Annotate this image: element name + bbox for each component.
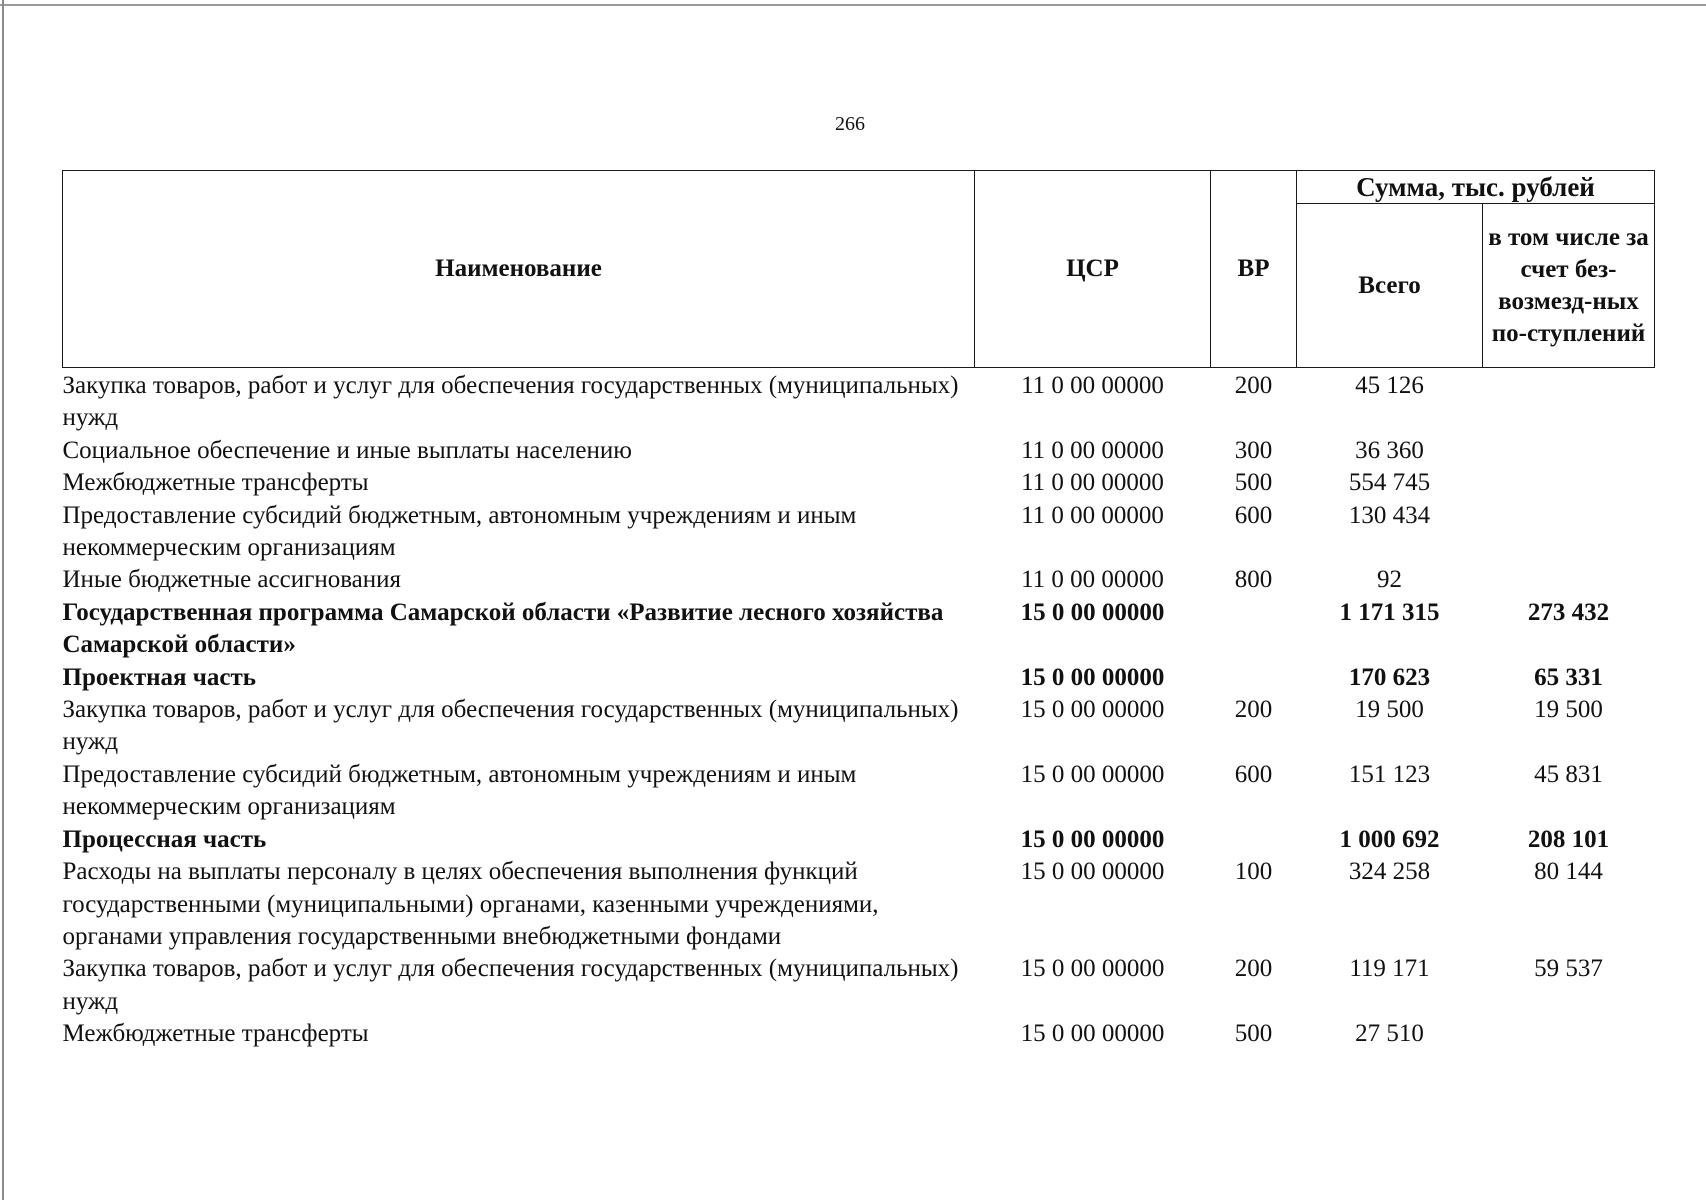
row-vr: 200 xyxy=(1234,372,1273,399)
row-csr: 15 0 00 00000 xyxy=(1020,760,1165,788)
table-row xyxy=(63,662,1655,694)
row-total: 130 434 xyxy=(1348,501,1431,529)
row-csr: 11 0 00 00000 xyxy=(1021,501,1164,529)
header-csr: ЦСР xyxy=(975,171,1211,368)
row-csr: 11 0 00 00000 xyxy=(1021,436,1164,464)
row-vr xyxy=(1211,597,1297,662)
row-name: Закупка товаров, работ и услуг для обеспечения государственных (муниципальных) нужд xyxy=(62,955,959,1015)
row-name: Предоставление субсидий бюджетным, автономным учреждениям и иным некоммерческим организациям xyxy=(62,760,857,821)
row-csr: 11 0 00 00000 xyxy=(1021,469,1164,497)
row-name: Социальное обеспечение и иные выплаты населению xyxy=(62,436,632,464)
row-total: 324 258 xyxy=(1348,858,1431,886)
table-row xyxy=(63,1018,1655,1050)
row-name: Расходы на выплаты персоналу в целях обеспечения выполнения функций государственными (муниципальными) органами, казенными учреждениями, органами управления государственными внебюджетными фондами xyxy=(62,858,879,950)
row-vr: 600 xyxy=(1234,501,1273,529)
header-vr: ВР xyxy=(1211,171,1297,368)
row-name: Государственная программа Самарской области «Развитие лесного хозяйства Самарской области» xyxy=(62,598,944,659)
row-incl xyxy=(1483,1018,1655,1050)
row-csr: 15 0 00 00000 xyxy=(1020,825,1165,853)
scan-edge-left xyxy=(2,0,4,1200)
row-incl xyxy=(1483,467,1655,499)
row-name: Иные бюджетные ассигнования xyxy=(62,566,402,594)
table-body xyxy=(63,368,1655,1051)
row-name: Закупка товаров, работ и услуг для обеспечения государственных (муниципальных) нужд xyxy=(62,372,959,432)
table-row xyxy=(63,953,1655,1018)
row-vr: 100 xyxy=(1234,858,1273,886)
row-total: 36 360 xyxy=(1355,436,1424,464)
row-csr: 15 0 00 00000 xyxy=(1020,696,1165,724)
row-vr xyxy=(1211,662,1297,694)
row-name: Процессная часть xyxy=(62,825,267,853)
header-sum: Сумма, тыс. рублей xyxy=(1297,171,1655,204)
row-incl xyxy=(1483,500,1655,565)
table-row xyxy=(63,597,1655,662)
row-vr: 500 xyxy=(1234,1020,1273,1048)
page-number: 266 xyxy=(835,113,865,135)
row-incl: 273 432 xyxy=(1527,598,1610,626)
row-incl: 59 537 xyxy=(1534,955,1603,983)
row-name: Проектная часть xyxy=(62,663,257,691)
row-name: Межбюджетные трансферты xyxy=(62,1020,369,1048)
scan-edge-top xyxy=(0,4,1706,6)
row-incl xyxy=(1483,435,1655,467)
row-name: Межбюджетные трансферты xyxy=(62,469,369,497)
row-incl: 208 101 xyxy=(1527,825,1610,853)
table-row xyxy=(63,856,1655,953)
row-name: Предоставление субсидий бюджетным, автономным учреждениям и иным некоммерческим организациям xyxy=(62,501,857,562)
row-total: 27 510 xyxy=(1355,1020,1424,1048)
row-vr: 800 xyxy=(1234,566,1273,594)
row-csr: 15 0 00 00000 xyxy=(1020,1020,1165,1048)
row-total: 554 745 xyxy=(1348,469,1431,497)
row-total: 92 xyxy=(1377,566,1402,594)
row-total: 151 123 xyxy=(1348,760,1431,788)
row-vr: 500 xyxy=(1234,469,1273,497)
budget-table xyxy=(62,170,1655,1051)
row-csr: 15 0 00 00000 xyxy=(1020,955,1165,983)
row-incl xyxy=(1483,564,1655,596)
row-vr xyxy=(1211,824,1297,856)
table-row xyxy=(63,500,1655,565)
row-name: Закупка товаров, работ и услуг для обеспечения государственных (муниципальных) нужд xyxy=(62,696,959,756)
table-row xyxy=(63,564,1655,596)
header-incl: в том числе за счет без-возмезд-ных по-ступлений xyxy=(1483,204,1655,368)
row-vr: 300 xyxy=(1234,436,1273,464)
row-vr: 200 xyxy=(1234,955,1273,983)
row-csr: 15 0 00 00000 xyxy=(1020,663,1165,691)
row-total: 170 623 xyxy=(1348,663,1431,691)
row-total: 1 171 315 xyxy=(1339,598,1440,626)
row-vr: 200 xyxy=(1234,696,1273,724)
row-csr: 15 0 00 00000 xyxy=(1020,598,1165,626)
header-name: Наименование xyxy=(63,171,975,368)
row-incl xyxy=(1483,368,1655,435)
table-row xyxy=(63,824,1655,856)
row-total: 19 500 xyxy=(1355,696,1424,724)
row-total: 1 000 692 xyxy=(1339,825,1440,853)
row-incl: 45 831 xyxy=(1534,760,1603,788)
row-total: 119 171 xyxy=(1349,955,1430,983)
row-csr: 11 0 00 00000 xyxy=(1021,566,1164,594)
row-incl: 80 144 xyxy=(1534,858,1603,886)
row-csr: 15 0 00 00000 xyxy=(1020,858,1165,886)
table-row xyxy=(63,368,1655,435)
table-row xyxy=(63,467,1655,499)
table-row xyxy=(63,435,1655,467)
table-header xyxy=(63,171,1655,368)
row-vr: 600 xyxy=(1234,760,1273,788)
row-incl: 19 500 xyxy=(1534,696,1603,724)
row-incl: 65 331 xyxy=(1534,663,1603,691)
table-row xyxy=(63,759,1655,824)
table-row xyxy=(63,694,1655,759)
row-csr: 11 0 00 00000 xyxy=(1021,372,1164,399)
row-total: 45 126 xyxy=(1355,372,1424,399)
header-total: Всего xyxy=(1297,204,1483,368)
